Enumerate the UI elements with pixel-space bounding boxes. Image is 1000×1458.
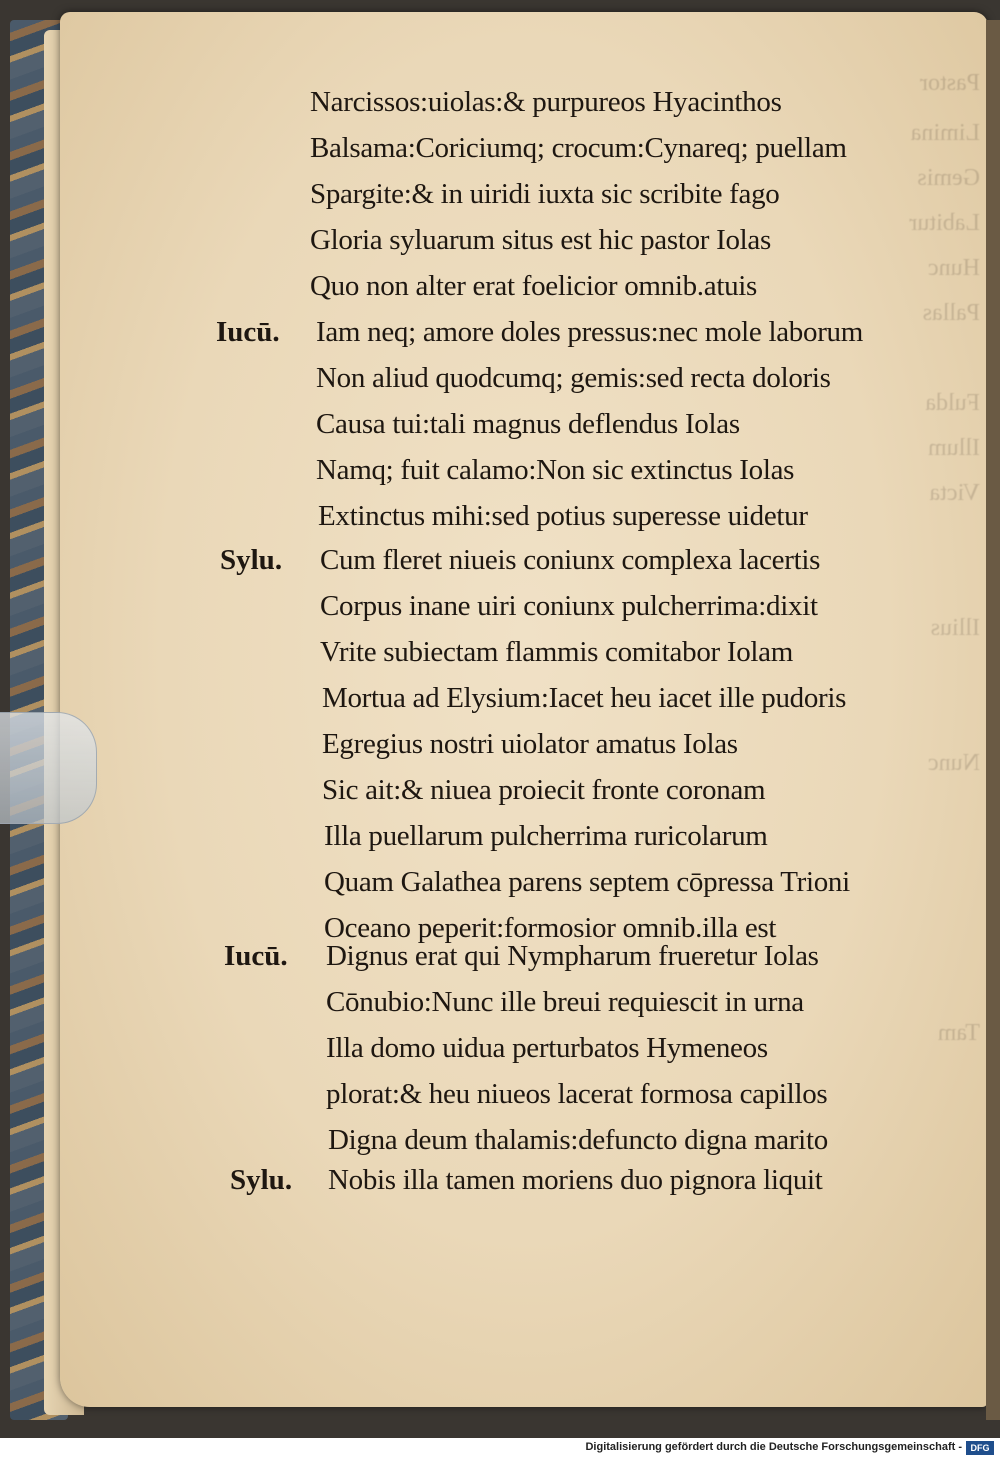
verse-line: Spargite:& in uiridi iuxta sic scribite fago: [310, 178, 780, 210]
verse-line: Dignus erat qui Nympharum frueretur Iolas: [326, 940, 819, 972]
footer-bar: [0, 1438, 1000, 1458]
verse-line: Non aliud quodcumq; gemis:sed recta doloris: [316, 362, 831, 394]
verse-line: Vrite subiectam flammis comitabor Iolam: [320, 636, 793, 668]
verse-line: Cum fleret niueis coniunx complexa lacertis: [320, 544, 821, 576]
verse-line: Illa puellarum pulcherrima ruricolarum: [324, 820, 768, 852]
verse-line: Quam Galathea parens septem cōpressa Trioni: [324, 866, 850, 898]
verse-line: Gloria syluarum situs est hic pastor Iolas: [310, 224, 771, 256]
bleed-line: Hunc: [928, 255, 980, 281]
verse-line: Causa tui:tali magnus deflendus Iolas: [316, 408, 740, 440]
verse-line: Mortua ad Elysium:Iacet heu iacet ille pudoris: [322, 682, 847, 714]
bleed-line: Illius: [930, 615, 980, 641]
verse-line: Oceano peperit:formosior omnib.illa est: [324, 912, 777, 944]
bleed-line: Pallas: [922, 300, 980, 326]
bleed-line: Nunc: [928, 750, 980, 776]
verse-line: Quo non alter erat foelicior omnib.atuis: [310, 270, 758, 302]
bleed-line: Fulda: [925, 390, 980, 416]
verse-line: Egregius nostri uiolator amatus Iolas: [322, 728, 738, 760]
verse-line: Balsama:Coriciumq; crocum:Cynareq; puellam: [310, 132, 847, 164]
footer-credit: Digitalisierung gefördert durch die Deutsche Forschungsgemeinschaft -: [585, 1441, 962, 1453]
bleed-line: Limina: [910, 120, 980, 146]
verse-line: Illa domo uidua perturbatos Hymeneos: [326, 1032, 768, 1064]
bleed-line: Tam: [937, 1020, 980, 1046]
bleed-line: Pastor: [920, 70, 980, 96]
verse-line: Cōnubio:Nunc ille breui requiescit in urna: [326, 986, 804, 1018]
verse-line: Iam neq; amore doles pressus:nec mole laborum: [316, 316, 864, 348]
dfg-logo: DFG: [966, 1441, 994, 1455]
speaker-label: Iucū.: [224, 940, 288, 972]
verse-line: Extinctus mihi:sed potius superesse uidetur: [318, 500, 808, 532]
bleed-line: Gemis: [917, 165, 980, 191]
speaker-label: Sylu.: [230, 1164, 293, 1196]
verse-line: plorat:& heu niueos lacerat formosa capillos: [326, 1078, 828, 1110]
verse-line: Nobis illa tamen moriens duo pignora liquit: [328, 1164, 823, 1196]
verse-line: Sic ait:& niuea proiecit fronte coronam: [322, 774, 766, 806]
bleed-line: Labitur: [909, 210, 980, 236]
verse-line: Corpus inane uiri coniunx pulcherrima:dixit: [320, 590, 818, 622]
bleed-line: Illum: [928, 435, 980, 461]
speaker-label: Sylu.: [220, 544, 283, 576]
verse-line: Digna deum thalamis:defuncto digna marito: [328, 1124, 828, 1156]
verse-line: Narcissos:uiolas:& purpureos Hyacinthos: [310, 86, 782, 118]
verse-line: Namq; fuit calamo:Non sic extinctus Iolas: [316, 454, 795, 486]
speaker-label: Iucū.: [216, 316, 280, 348]
bleed-line: Victa: [929, 480, 980, 506]
